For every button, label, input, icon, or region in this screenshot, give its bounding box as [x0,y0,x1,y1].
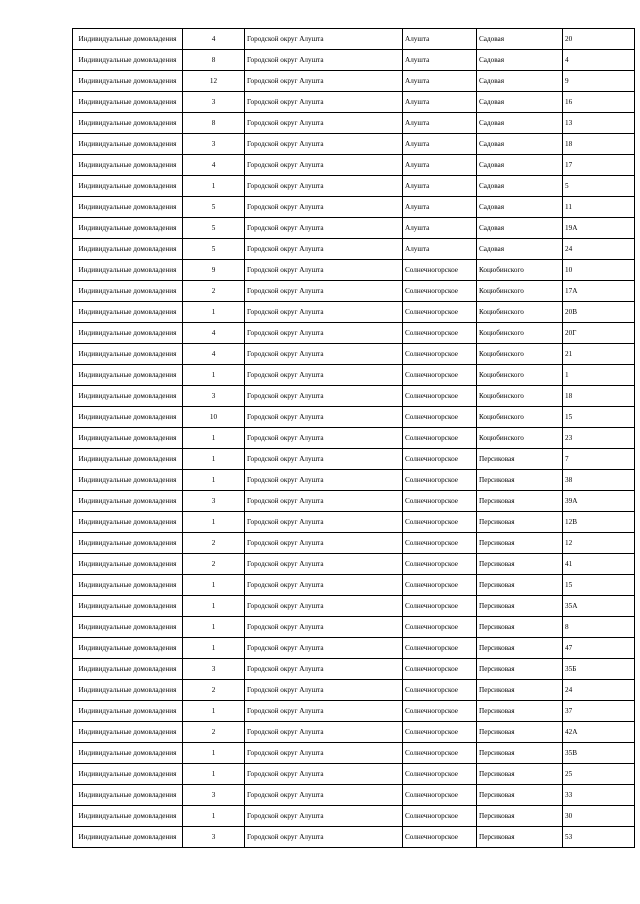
table-row [73,323,635,344]
cell-street: Коцюбинского [477,323,563,344]
table-row [73,449,635,470]
cell-district: Городской округ Алушта [245,239,403,260]
cell-street: Персиковая [477,575,563,596]
cell-house-number: 18 [563,134,635,155]
cell-street: Персиковая [477,680,563,701]
cell-count: 2 [183,281,245,302]
cell-house-number: 4 [563,50,635,71]
cell-house-number: 25 [563,764,635,785]
cell-district: Городской округ Алушта [245,470,403,491]
cell-count: 1 [183,638,245,659]
cell-street: Коцюбинского [477,428,563,449]
table-row [73,659,635,680]
cell-housing-type: Индивидуальные домовладения [73,617,183,638]
cell-house-number: 35Б [563,659,635,680]
cell-street: Садовая [477,155,563,176]
cell-house-number: 17 [563,155,635,176]
cell-district: Городской округ Алушта [245,449,403,470]
table-row [73,617,635,638]
table-row [73,470,635,491]
cell-district: Городской округ Алушта [245,554,403,575]
cell-count: 1 [183,596,245,617]
cell-locality: Алушта [403,134,477,155]
cell-housing-type: Индивидуальные домовладения [73,701,183,722]
cell-locality: Солнечногорское [403,428,477,449]
cell-housing-type: Индивидуальные домовладения [73,407,183,428]
cell-housing-type: Индивидуальные домовладения [73,512,183,533]
cell-district: Городской округ Алушта [245,365,403,386]
cell-street: Персиковая [477,449,563,470]
table-row [73,806,635,827]
cell-housing-type: Индивидуальные домовладения [73,323,183,344]
cell-house-number: 15 [563,407,635,428]
table-row [73,50,635,71]
cell-locality: Солнечногорское [403,764,477,785]
cell-locality: Солнечногорское [403,701,477,722]
cell-street: Садовая [477,29,563,50]
cell-house-number: 20В [563,302,635,323]
cell-district: Городской округ Алушта [245,638,403,659]
cell-locality: Алушта [403,29,477,50]
cell-district: Городской округ Алушта [245,344,403,365]
table-row [73,743,635,764]
cell-locality: Солнечногорское [403,323,477,344]
cell-street: Персиковая [477,512,563,533]
cell-locality: Солнечногорское [403,785,477,806]
cell-locality: Алушта [403,218,477,239]
table-row [73,365,635,386]
cell-house-number: 30 [563,806,635,827]
cell-housing-type: Индивидуальные домовладения [73,449,183,470]
cell-district: Городской округ Алушта [245,302,403,323]
cell-street: Персиковая [477,596,563,617]
cell-housing-type: Индивидуальные домовладения [73,806,183,827]
cell-house-number: 35В [563,743,635,764]
cell-housing-type: Индивидуальные домовладения [73,176,183,197]
cell-locality: Солнечногорское [403,554,477,575]
cell-housing-type: Индивидуальные домовладения [73,50,183,71]
cell-locality: Солнечногорское [403,260,477,281]
cell-house-number: 7 [563,449,635,470]
cell-locality: Алушта [403,50,477,71]
cell-district: Городской округ Алушта [245,197,403,218]
table-body [73,29,635,848]
cell-housing-type: Индивидуальные домовладения [73,470,183,491]
table-row [73,260,635,281]
cell-locality: Солнечногорское [403,365,477,386]
cell-housing-type: Индивидуальные домовладения [73,596,183,617]
cell-locality: Солнечногорское [403,470,477,491]
table-row [73,701,635,722]
cell-housing-type: Индивидуальные домовладения [73,197,183,218]
cell-count: 5 [183,197,245,218]
cell-count: 4 [183,323,245,344]
cell-street: Персиковая [477,722,563,743]
cell-house-number: 21 [563,344,635,365]
cell-street: Персиковая [477,764,563,785]
cell-district: Городской округ Алушта [245,281,403,302]
cell-street: Персиковая [477,533,563,554]
cell-house-number: 42А [563,722,635,743]
cell-locality: Солнечногорское [403,302,477,323]
cell-house-number: 13 [563,113,635,134]
cell-count: 12 [183,71,245,92]
cell-district: Городской округ Алушта [245,533,403,554]
cell-house-number: 38 [563,470,635,491]
table-row [73,596,635,617]
table-row [73,785,635,806]
cell-house-number: 17А [563,281,635,302]
cell-district: Городской округ Алушта [245,722,403,743]
table-row [73,680,635,701]
cell-count: 10 [183,407,245,428]
cell-housing-type: Индивидуальные домовладения [73,92,183,113]
cell-housing-type: Индивидуальные домовладения [73,302,183,323]
cell-locality: Алушта [403,197,477,218]
cell-count: 1 [183,806,245,827]
cell-street: Садовая [477,113,563,134]
cell-count: 8 [183,113,245,134]
cell-house-number: 24 [563,680,635,701]
cell-street: Садовая [477,218,563,239]
cell-housing-type: Индивидуальные домовладения [73,260,183,281]
cell-house-number: 18 [563,386,635,407]
table-row [73,428,635,449]
cell-housing-type: Индивидуальные домовладения [73,827,183,848]
table-row [73,197,635,218]
cell-housing-type: Индивидуальные домовладения [73,533,183,554]
cell-housing-type: Индивидуальные домовладения [73,134,183,155]
cell-district: Городской округ Алушта [245,806,403,827]
table-row [73,722,635,743]
cell-district: Городской округ Алушта [245,659,403,680]
cell-housing-type: Индивидуальные домовладения [73,638,183,659]
cell-district: Городской округ Алушта [245,785,403,806]
cell-house-number: 11 [563,197,635,218]
cell-housing-type: Индивидуальные домовладения [73,491,183,512]
cell-street: Персиковая [477,617,563,638]
cell-street: Коцюбинского [477,365,563,386]
cell-locality: Солнечногорское [403,596,477,617]
cell-street: Коцюбинского [477,344,563,365]
table-row [73,638,635,659]
cell-locality: Солнечногорское [403,386,477,407]
table-row [73,134,635,155]
cell-district: Городской округ Алушта [245,617,403,638]
cell-house-number: 5 [563,176,635,197]
cell-housing-type: Индивидуальные домовладения [73,239,183,260]
cell-housing-type: Индивидуальные домовладения [73,575,183,596]
cell-district: Городской округ Алушта [245,29,403,50]
cell-count: 3 [183,827,245,848]
cell-street: Персиковая [477,785,563,806]
cell-locality: Солнечногорское [403,575,477,596]
cell-locality: Алушта [403,176,477,197]
cell-housing-type: Индивидуальные домовладения [73,155,183,176]
cell-district: Городской округ Алушта [245,743,403,764]
table-row [73,512,635,533]
cell-street: Садовая [477,134,563,155]
table-row [73,386,635,407]
cell-locality: Алушта [403,71,477,92]
cell-locality: Алушта [403,113,477,134]
cell-housing-type: Индивидуальные домовладения [73,29,183,50]
cell-district: Городской округ Алушта [245,512,403,533]
cell-locality: Солнечногорское [403,449,477,470]
cell-district: Городской округ Алушта [245,596,403,617]
cell-house-number: 16 [563,92,635,113]
cell-count: 1 [183,764,245,785]
cell-district: Городской округ Алушта [245,575,403,596]
cell-district: Городской округ Алушта [245,764,403,785]
cell-locality: Алушта [403,155,477,176]
cell-house-number: 33 [563,785,635,806]
table-row [73,575,635,596]
cell-count: 1 [183,743,245,764]
cell-district: Городской округ Алушта [245,218,403,239]
cell-locality: Солнечногорское [403,638,477,659]
cell-locality: Алушта [403,239,477,260]
table-row [73,218,635,239]
cell-count: 3 [183,386,245,407]
cell-locality: Солнечногорское [403,407,477,428]
cell-locality: Солнечногорское [403,722,477,743]
cell-street: Персиковая [477,806,563,827]
cell-count: 2 [183,680,245,701]
cell-count: 1 [183,575,245,596]
cell-house-number: 53 [563,827,635,848]
table-row [73,155,635,176]
cell-house-number: 1 [563,365,635,386]
cell-house-number: 41 [563,554,635,575]
cell-locality: Алушта [403,92,477,113]
table-row [73,827,635,848]
cell-count: 1 [183,176,245,197]
cell-locality: Солнечногорское [403,680,477,701]
cell-house-number: 15 [563,575,635,596]
cell-count: 2 [183,533,245,554]
cell-count: 1 [183,512,245,533]
cell-housing-type: Индивидуальные домовладения [73,344,183,365]
cell-district: Городской округ Алушта [245,176,403,197]
cell-street: Садовая [477,239,563,260]
table-row [73,92,635,113]
cell-district: Городской округ Алушта [245,407,403,428]
cell-housing-type: Индивидуальные домовладения [73,743,183,764]
cell-housing-type: Индивидуальные домовладения [73,764,183,785]
cell-house-number: 20Г [563,323,635,344]
cell-district: Городской округ Алушта [245,113,403,134]
cell-street: Персиковая [477,659,563,680]
cell-district: Городской округ Алушта [245,386,403,407]
cell-housing-type: Индивидуальные домовладения [73,428,183,449]
cell-count: 5 [183,218,245,239]
cell-locality: Солнечногорское [403,512,477,533]
cell-count: 1 [183,470,245,491]
cell-count: 3 [183,134,245,155]
cell-house-number: 37 [563,701,635,722]
cell-district: Городской округ Алушта [245,260,403,281]
cell-street: Персиковая [477,827,563,848]
cell-count: 2 [183,722,245,743]
cell-locality: Солнечногорское [403,491,477,512]
cell-street: Персиковая [477,701,563,722]
cell-house-number: 23 [563,428,635,449]
cell-house-number: 24 [563,239,635,260]
table-row [73,302,635,323]
cell-locality: Солнечногорское [403,659,477,680]
cell-street: Коцюбинского [477,281,563,302]
cell-street: Коцюбинского [477,302,563,323]
table-row [73,176,635,197]
cell-count: 3 [183,92,245,113]
cell-house-number: 9 [563,71,635,92]
cell-count: 1 [183,365,245,386]
cell-street: Коцюбинского [477,386,563,407]
cell-locality: Солнечногорское [403,827,477,848]
cell-district: Городской округ Алушта [245,50,403,71]
cell-housing-type: Индивидуальные домовладения [73,218,183,239]
cell-street: Персиковая [477,743,563,764]
cell-locality: Солнечногорское [403,806,477,827]
table-row [73,71,635,92]
cell-district: Городской округ Алушта [245,323,403,344]
cell-house-number: 20 [563,29,635,50]
cell-street: Коцюбинского [477,407,563,428]
cell-count: 9 [183,260,245,281]
cell-count: 1 [183,449,245,470]
cell-district: Городской округ Алушта [245,428,403,449]
cell-count: 3 [183,785,245,806]
cell-street: Садовая [477,71,563,92]
table-row [73,239,635,260]
cell-housing-type: Индивидуальные домовладения [73,386,183,407]
cell-district: Городской округ Алушта [245,155,403,176]
cell-count: 1 [183,617,245,638]
cell-house-number: 12В [563,512,635,533]
table-row [73,407,635,428]
cell-housing-type: Индивидуальные домовладения [73,365,183,386]
table-row [73,491,635,512]
cell-house-number: 8 [563,617,635,638]
cell-district: Городской округ Алушта [245,701,403,722]
cell-housing-type: Индивидуальные домовладения [73,281,183,302]
cell-house-number: 19А [563,218,635,239]
cell-street: Садовая [477,92,563,113]
cell-street: Персиковая [477,470,563,491]
table-row [73,281,635,302]
cell-street: Персиковая [477,554,563,575]
cell-district: Городской округ Алушта [245,71,403,92]
cell-street: Садовая [477,176,563,197]
housing-table [72,28,635,848]
cell-street: Персиковая [477,491,563,512]
table-row [73,533,635,554]
table-row [73,554,635,575]
cell-housing-type: Индивидуальные домовладения [73,659,183,680]
cell-house-number: 10 [563,260,635,281]
cell-street: Коцюбинского [477,260,563,281]
cell-district: Городской округ Алушта [245,827,403,848]
cell-locality: Солнечногорское [403,617,477,638]
cell-district: Городской округ Алушта [245,92,403,113]
cell-housing-type: Индивидуальные домовладения [73,680,183,701]
table-row [73,764,635,785]
cell-district: Городской округ Алушта [245,680,403,701]
cell-street: Садовая [477,197,563,218]
cell-count: 3 [183,659,245,680]
cell-house-number: 35А [563,596,635,617]
cell-count: 4 [183,155,245,176]
cell-count: 5 [183,239,245,260]
cell-locality: Солнечногорское [403,344,477,365]
cell-housing-type: Индивидуальные домовладения [73,785,183,806]
cell-locality: Солнечногорское [403,281,477,302]
cell-locality: Солнечногорское [403,743,477,764]
cell-house-number: 47 [563,638,635,659]
cell-count: 4 [183,344,245,365]
cell-housing-type: Индивидуальные домовладения [73,722,183,743]
cell-street: Садовая [477,50,563,71]
cell-count: 2 [183,554,245,575]
cell-count: 1 [183,428,245,449]
cell-count: 1 [183,701,245,722]
cell-district: Городской округ Алушта [245,491,403,512]
cell-housing-type: Индивидуальные домовладения [73,113,183,134]
cell-count: 8 [183,50,245,71]
table-row [73,344,635,365]
cell-house-number: 12 [563,533,635,554]
cell-housing-type: Индивидуальные домовладения [73,554,183,575]
cell-house-number: 39А [563,491,635,512]
cell-housing-type: Индивидуальные домовладения [73,71,183,92]
cell-count: 1 [183,302,245,323]
cell-locality: Солнечногорское [403,533,477,554]
cell-count: 4 [183,29,245,50]
cell-count: 3 [183,491,245,512]
cell-street: Персиковая [477,638,563,659]
table-row [73,29,635,50]
table-row [73,113,635,134]
cell-district: Городской округ Алушта [245,134,403,155]
